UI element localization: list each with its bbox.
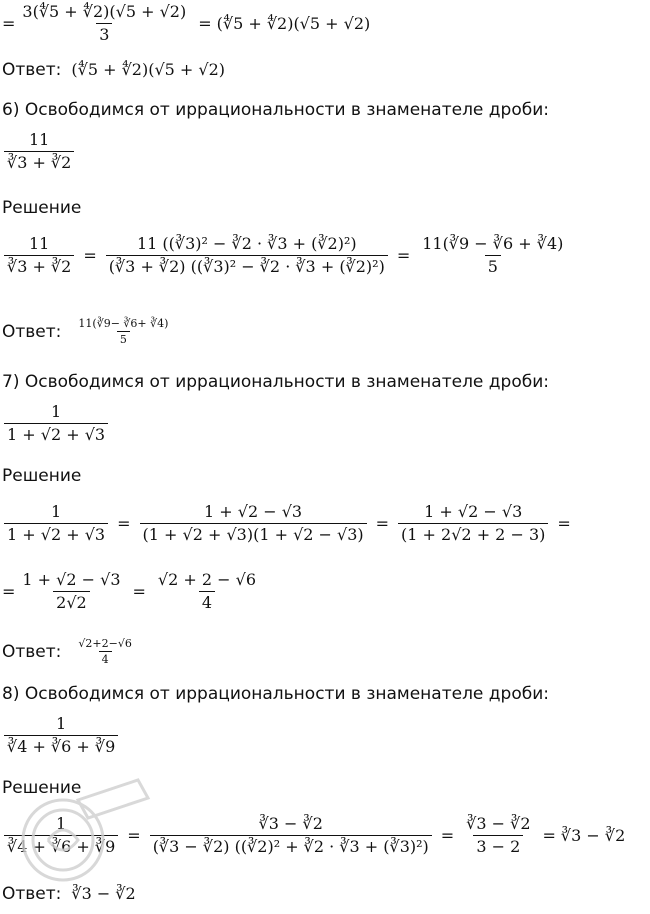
solution-label: Решение (2, 778, 82, 798)
numerator: 11 (28, 130, 50, 149)
fraction (4, 404, 108, 443)
equals-sign: = (198, 13, 212, 33)
fraction (150, 816, 432, 855)
answer-line-8 (2, 884, 136, 904)
denominator: 3 (96, 23, 112, 43)
numerator: √2+2−√6 (78, 637, 132, 650)
answer-expression: ∛3 − ∛2 (71, 884, 136, 903)
equals-sign: = (557, 513, 571, 533)
problem-7-solution-line-2 (2, 572, 263, 611)
top-equation (2, 4, 370, 43)
answer-label: Ответ: (2, 321, 62, 342)
problem-6-heading: 6) Освободимся от иррациональности в знаменателе дроби: (2, 100, 550, 120)
solution-label: Решение (2, 198, 82, 218)
answer-expression (71, 318, 175, 345)
fraction (19, 4, 189, 43)
fraction (4, 504, 108, 543)
equals-sign: = (2, 13, 16, 33)
equals-sign: = (132, 581, 146, 601)
denominator: ∛4 + ∛6 + ∛9 (4, 835, 118, 855)
equals-sign: = (542, 825, 556, 845)
denominator: (∛3 − ∛2) ((∛2)² + ∛2 · ∛3 + (∛3)²) (150, 835, 432, 855)
numerator: 1 + √2 − √3 (424, 502, 523, 521)
denominator: (∛3 + ∛2) ((∛3)² − ∛2 · ∛3 + (∛2)²) (106, 255, 388, 275)
fraction (4, 816, 118, 855)
numerator: ∛3 − ∛2 (258, 814, 323, 833)
fraction (4, 132, 74, 171)
denominator: 4 (199, 591, 215, 611)
numerator: 1 (50, 402, 62, 421)
numerator: 3(∜5 + ∜2)(√5 + √2) (22, 2, 187, 21)
answer-line-5 (2, 60, 225, 80)
denominator: 5 (117, 331, 130, 345)
denominator: 4 (99, 651, 112, 665)
fraction (419, 236, 566, 275)
numerator: 1 (56, 714, 67, 733)
problem-6-given (0, 132, 78, 171)
problem-8-solution (0, 816, 625, 855)
numerator: 11(∛9 − ∛6 + ∛4) (422, 234, 564, 253)
fraction (398, 504, 548, 543)
answer-label: Ответ: (2, 884, 62, 904)
problem-7-given (0, 404, 112, 443)
answer-line-7 (2, 638, 139, 665)
answer-line-6 (2, 318, 175, 345)
numerator: 1 (50, 502, 62, 521)
fraction (75, 638, 134, 665)
fraction (4, 236, 74, 275)
numerator: 1 + √2 − √3 (204, 502, 303, 521)
result-expression: (∜5 + ∜2)(√5 + √2) (216, 13, 371, 33)
equals-sign: = (375, 513, 390, 533)
numerator: 11 (28, 234, 50, 253)
fraction (106, 236, 388, 275)
denominator: (1 + √2 + √3)(1 + √2 − √3) (140, 523, 367, 543)
problem-7-solution-line-1 (0, 504, 576, 543)
problem-7-heading: 7) Освободимся от иррациональности в знаменателе дроби: (2, 372, 550, 392)
answer-expression: (∜5 + ∜2)(√5 + √2) (71, 60, 226, 79)
numerator: ∛3 − ∛2 (466, 814, 531, 833)
numerator: 1 + √2 − √3 (22, 570, 121, 589)
denominator: (1 + 2√2 + 2 − 3) (398, 523, 548, 543)
denominator: ∛4 + ∛6 + ∛9 (4, 735, 118, 755)
fraction (140, 504, 367, 543)
problem-8-heading: 8) Освободимся от иррациональности в знаменателе дроби: (2, 684, 550, 704)
problem-8-given (0, 716, 122, 755)
denominator: 1 + √2 + √3 (4, 423, 108, 443)
fraction (4, 716, 118, 755)
solution-label: Решение (2, 466, 82, 486)
equals-sign: = (396, 245, 411, 265)
answer-label: Ответ: (2, 641, 62, 662)
fraction (19, 572, 123, 611)
equals-sign: = (117, 513, 131, 533)
denominator: 3 − 2 (473, 835, 523, 855)
denominator: ∛3 + ∛2 (4, 255, 74, 275)
numerator: 11(∛9− ∛6+ ∛4) (78, 317, 169, 330)
fraction (75, 318, 171, 345)
denominator: ∛3 + ∛2 (4, 151, 74, 171)
answer-label: Ответ: (2, 60, 62, 80)
fraction (463, 816, 533, 855)
denominator: 5 (485, 255, 501, 275)
equals-sign: = (127, 825, 141, 845)
result-expression: ∛3 − ∛2 (560, 825, 626, 845)
denominator: 2√2 (53, 591, 90, 611)
equals-sign: = (2, 581, 16, 601)
denominator: 1 + √2 + √3 (4, 523, 108, 543)
answer-expression (71, 638, 138, 665)
equals-sign: = (83, 245, 97, 265)
numerator: √2 + 2 − √6 (157, 570, 256, 589)
numerator: 1 (56, 814, 67, 833)
equals-sign: = (440, 825, 455, 845)
numerator: 11 ((∛3)² − ∛2 · ∛3 + (∛2)²) (136, 234, 357, 253)
problem-6-solution (0, 236, 570, 275)
fraction (155, 572, 259, 611)
